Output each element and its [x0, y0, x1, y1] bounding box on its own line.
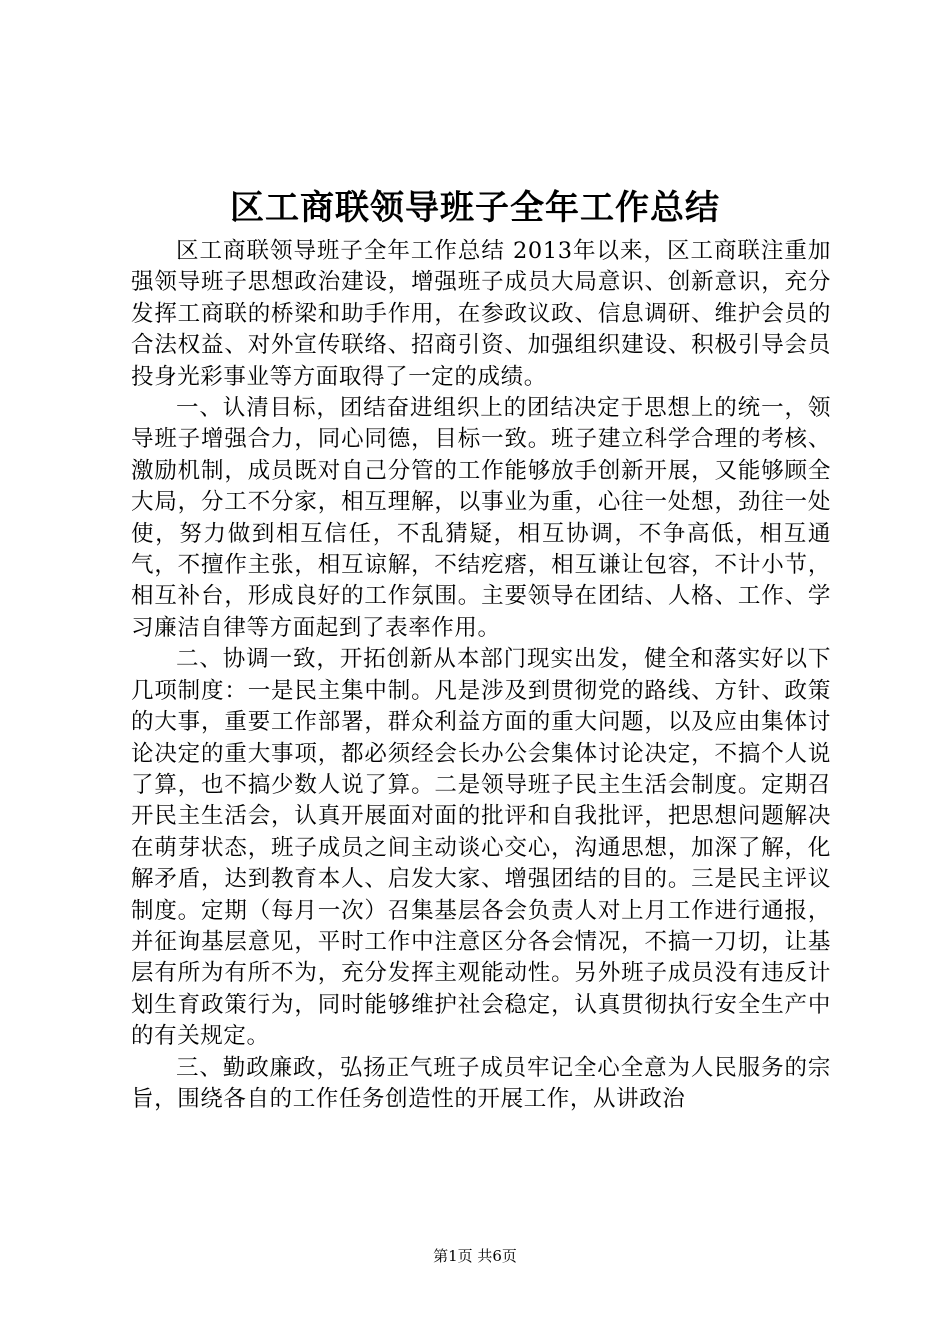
- paragraph-section-3: 三、勤政廉政，弘扬正气班子成员牢记全心全意为人民服务的宗旨，围绕各自的工作任务创造性的开展工作，从讲政治: [131, 1054, 831, 1112]
- paragraph-intro: 区工商联领导班子全年工作总结 2013年以来，区工商联注重加强领导班子思想政治建设，增强班子成员大局意识、创新意识，充分发挥工商联的桥梁和助手作用，在参政议政、信息调研、维护会员的合法权益、对外宣传联络、招商引资、加强组织建设、积极引导会员投身光彩事业等方面取得了一定的成绩。: [131, 238, 831, 390]
- paragraph-section-2: 二、协调一致，开拓创新从本部门现实出发，健全和落实好以下几项制度：一是民主集中制。凡是涉及到贯彻党的路线、方针、政策的大事，重要工作部署，群众利益方面的重大问题，以及应由集体讨论决定的重大事项，都必须经会长办公会集体讨论决定，不搞个人说了算，也不搞少数人说了算。二是领导班子民主生活会制度。定期召开民主生活会，认真开展面对面的批评和自我批评，把思想问题解决在萌芽状态，班子成员之间主动谈心交心，沟通思想，加深了解，化解矛盾，达到教育本人、启发大家、增强团结的目的。三是民主评议制度。定期（每月一次）召集基层各会负责人对上月工作进行通报，并征询基层意见，平时工作中注意区分各会情况，不搞一刀切，让基层有所为有所不为，充分发挥主观能动性。另外班子成员没有违反计划生育政策行为，同时能够维护社会稳定，认真贯彻执行安全生产中的有关规定。: [131, 646, 831, 1050]
- document-body: [131, 236, 831, 1115]
- paragraph-section-1: 一、认清目标，团结奋进组织上的团结决定于思想上的统一，领导班子增强合力，同心同德，目标一致。班子建立科学合理的考核、激励机制，成员既对自己分管的工作能够放手创新开展，又能够顾全大局，分工不分家，相互理解，以事业为重，心往一处想，劲往一处使，努力做到相互信任，不乱猜疑，相互协调，不争高低，相互通气，不擅作主张，相互谅解，不结疙瘩，相互谦让包容，不计小节，相互补台，形成良好的工作氛围。主要领导在团结、人格、工作、学习廉洁自律等方面起到了表率作用。: [131, 395, 831, 641]
- document-title: 区工商联领导班子全年工作总结: [230, 188, 720, 228]
- page-footer: 第1页 共6页: [433, 1247, 517, 1265]
